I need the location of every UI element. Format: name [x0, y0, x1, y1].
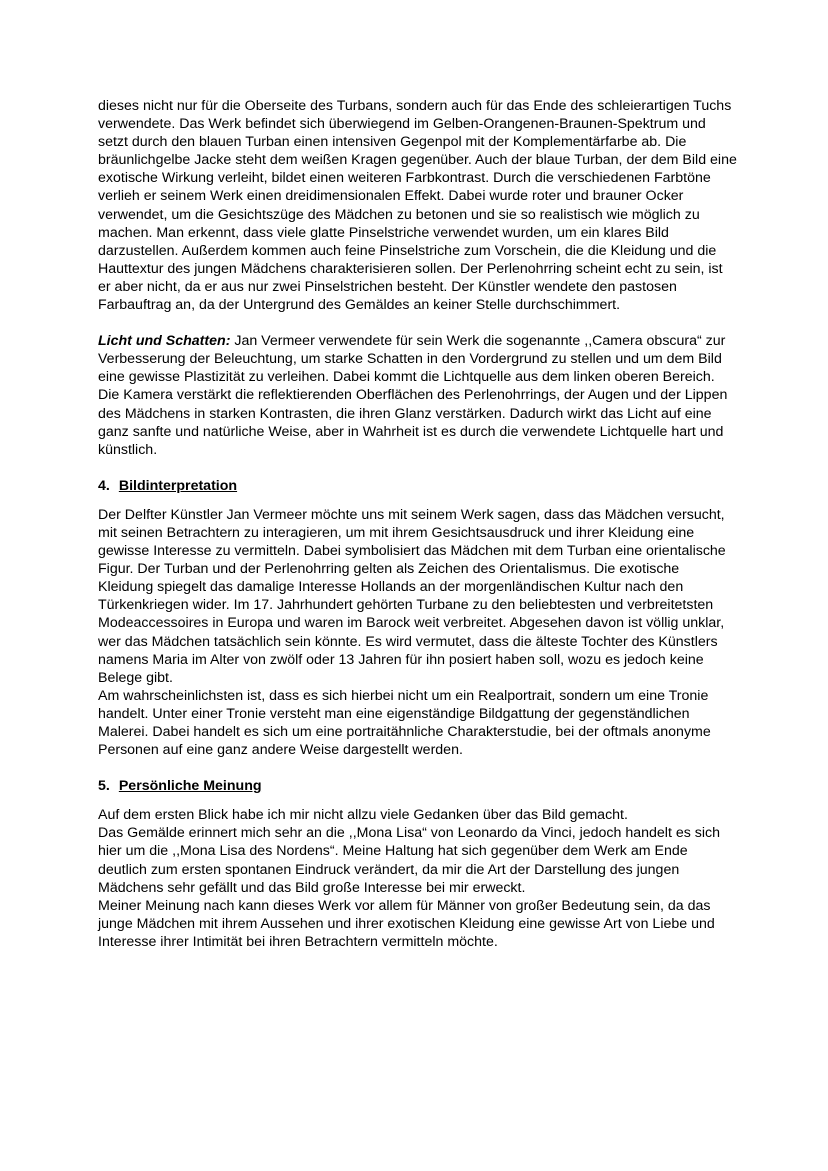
section-bildinterpretation [98, 477, 738, 759]
intro-paragraph: dieses nicht nur für die Oberseite des Turbans, sondern auch für das Ende des schleierartigen Tuchs verwendete. Das Werk befindet sich überwiegend im Gelben-Orangenen-Braunen-Spektrum und setzt durch den blauen Turban einen intensiven Gegenpol mit der Komplementärfarbe ab. Die bräunlichgelbe Jacke steht dem weißen Kragen gegenüber. Auch der blaue Turban, der dem Bild eine exotische Wirkung verleiht, bildet einen weiteren Farbkontrast. Durch die verschiedenen Farbtöne verlieh er seinem Werk einen dreidimensionalen Effekt. Dabei wurde roter und brauner Ocker verwendet, um die Gesichtszüge des Mädchen zu betonen und sie so realistisch wie möglich zu machen. Man erkennt, dass viele glatte Pinselstriche verwendet wurden, um ein klares Bild darzustellen. Außerdem kommen auch feine Pinselstriche zum Vorschein, die die Kleidung und die Hauttextur des jungen Mädchens charakterisieren sollen. Der Perlenohrring scheint echt zu sein, ist er aber nicht, da er aus nur zwei Pinselstrichen besteht. Der Künstler wendete den pastosen Farbauftrag an, da der Untergrund des Gemäldes an keiner Stelle durchschimmert. [98, 98, 737, 314]
section-number: 5. [98, 778, 110, 795]
light-shadow-label: Licht und Schatten: [98, 333, 231, 350]
opinion-paragraph-1: Auf dem ersten Blick habe ich mir nicht allzu viele Gedanken über das Bild gemacht. [98, 807, 628, 824]
opinion-paragraph-3: Meiner Meinung nach kann dieses Werk vor allem für Männer von großer Bedeutung sein, da das junge Mädchen mit ihrem Aussehen und ihrer exotischen Kleidung eine gewisse Art von Liebe und Interesse ihrer Intimität bei ihren Betrachtern vermitteln möchte. [98, 897, 715, 950]
document-page [98, 97, 738, 951]
light-shadow-paragraph [98, 332, 738, 459]
section-heading [98, 777, 738, 795]
section-persoenliche-meinung [98, 777, 738, 951]
section-title: Bildinterpretation [118, 477, 238, 494]
interpretation-paragraph-2: Am wahrscheinlichsten ist, dass es sich hierbei nicht um ein Realportrait, sondern um eine Tronie handelt. Unter einer Tronie versteht man eine eigenständige Bildgattung der gegenständlichen Malerei. Dabei handelt es sich um eine portraitähnliche Charakterstudie, bei der oftmals anonyme Personen auf eine ganz andere Weise dargestellt werden. [98, 687, 711, 759]
interpretation-paragraph-1: Der Delfter Künstler Jan Vermeer möchte uns mit seinem Werk sagen, dass das Mädchen versucht, mit seinen Betrachtern zu interagieren, um mit ihrem Gesichtsausdruck und ihrer Kleidung eine gewisse Interesse zu vermitteln. Dabei symbolisiert das Mädchen mit dem Turban eine orientalische Figur. Der Turban und der Perlenohrring gelten als Zeichen des Orientalismus. Die exotische Kleidung spiegelt das damalige Interesse Hollands an der morgenländischen Kultur nach den Türkenkriegen wider. Im 17. Jahrhundert gehörten Turbane zu den beliebtesten und verbreitetsten Modeaccessoires in Europa und waren im Barock weit verbreitet. Abgesehen davon ist völlig unklar, wer das Mädchen tatsächlich sein könnte. Es wird vermutet, dass die älteste Tochter des Künstlers namens Maria im Alter von zwölf oder 13 Jahren für ihn posiert haben soll, wozu es jedoch keine Belege gibt. [98, 506, 726, 686]
opinion-paragraph-2: Das Gemälde erinnert mich sehr an die ,,Mona Lisa“ von Leonardo da Vinci, jedoch handelt es sich hier um die ,,Mona Lisa des Nordens“. Meine Haltung hat sich gegenüber dem Werk am Ende deutlich zum ersten spontanen Eindruck verändert, da mir die Art der Darstellung des jungen Mädchens sehr gefällt und das Bild große Interesse bei mir erweckt. [98, 825, 720, 896]
section-title: Persönliche Meinung [118, 778, 262, 795]
section-heading [98, 477, 738, 495]
section-number: 4. [98, 477, 110, 494]
light-shadow-text: Jan Vermeer verwendete für sein Werk die sogenannte ,,Camera obscura“ zur Verbesserung der Beleuchtung, um starke Schatten in den Vordergrund zu stellen und um dem Bild eine gewisse Plastizität zu verleihen. Dabei kommt die Lichtquelle aus dem linken oberen Bereich. Die Kamera verstärkt die reflektierenden Oberflächen des Perlenohrrings, der Augen und der Lippen des Mädchens in starken Kontrasten, die ihren Glanz verstärken. Dadurch wirkt das Licht auf eine ganz sanfte und natürliche Weise, aber in Wahrheit ist es durch die verwendete Lichtquelle hart und künstlich. [98, 333, 728, 458]
